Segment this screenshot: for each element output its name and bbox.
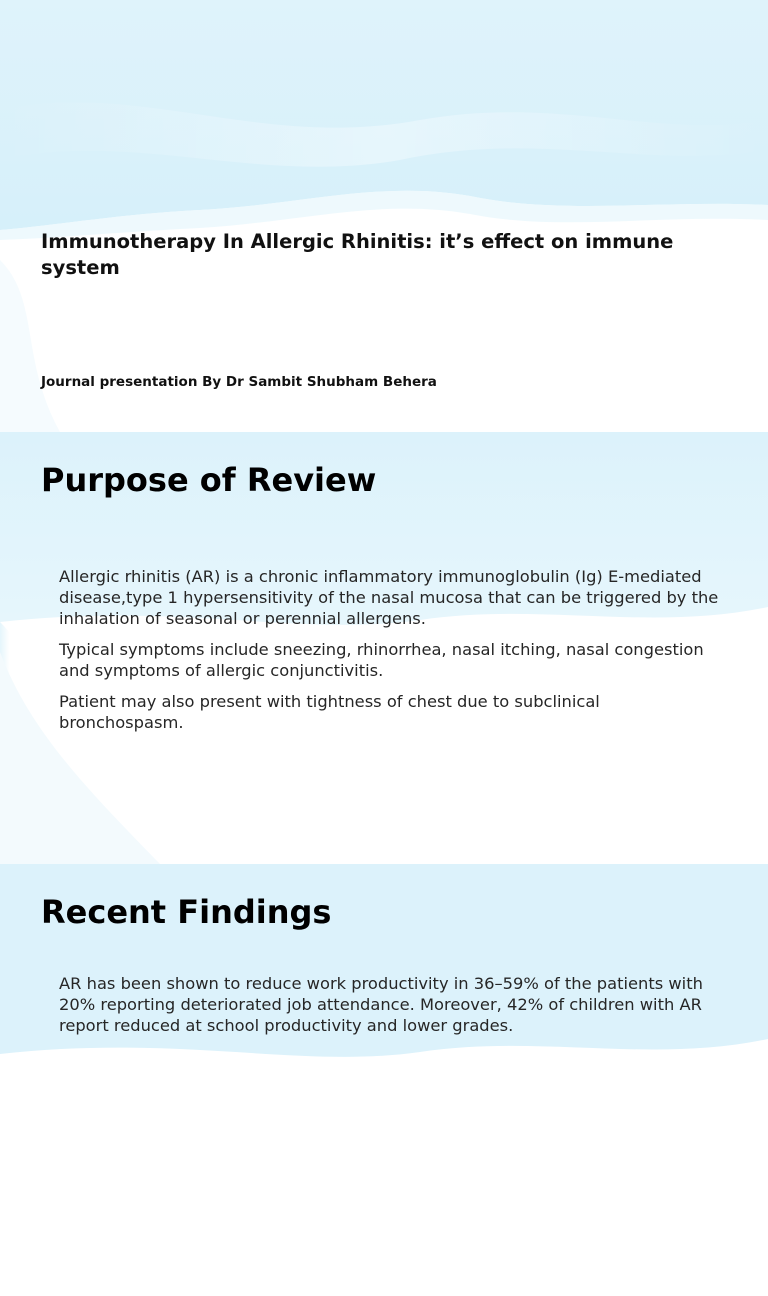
body-paragraph: Typical symptoms include sneezing, rhinorrhea, nasal itching, nasal congestion and symptoms of allergic conjunctivitis.	[59, 640, 704, 680]
slide-heading: Recent Findings	[41, 893, 332, 931]
body-paragraph: Allergic rhinitis (AR) is a chronic inflammatory immunoglobulin (Ig) E-mediated disease,type 1 hypersensitivity of the nasal mucosa that can be triggered by the inhalation of seasonal or perennial allergens.	[59, 567, 719, 628]
slide-heading: Purpose of Review	[41, 461, 377, 499]
slide-body	[59, 566, 729, 743]
slide-recent-findings	[0, 864, 768, 1296]
presenter-line: Journal presentation By Dr Sambit Shubham Behera	[41, 374, 437, 390]
slide-body	[59, 973, 729, 1046]
slide-purpose-of-review	[0, 432, 768, 864]
slide-title	[0, 0, 768, 432]
body-paragraph: AR has been shown to reduce work productivity in 36–59% of the patients with 20% reporting deteriorated job attendance. Moreover, 42% of children with AR report reduced at school productivity and lower grades.	[59, 974, 703, 1035]
body-paragraph: Patient may also present with tightness of chest due to subclinical bronchospasm.	[59, 692, 600, 732]
presentation-title: Immunotherapy In Allergic Rhinitis: it’s effect on immune system	[41, 230, 674, 279]
